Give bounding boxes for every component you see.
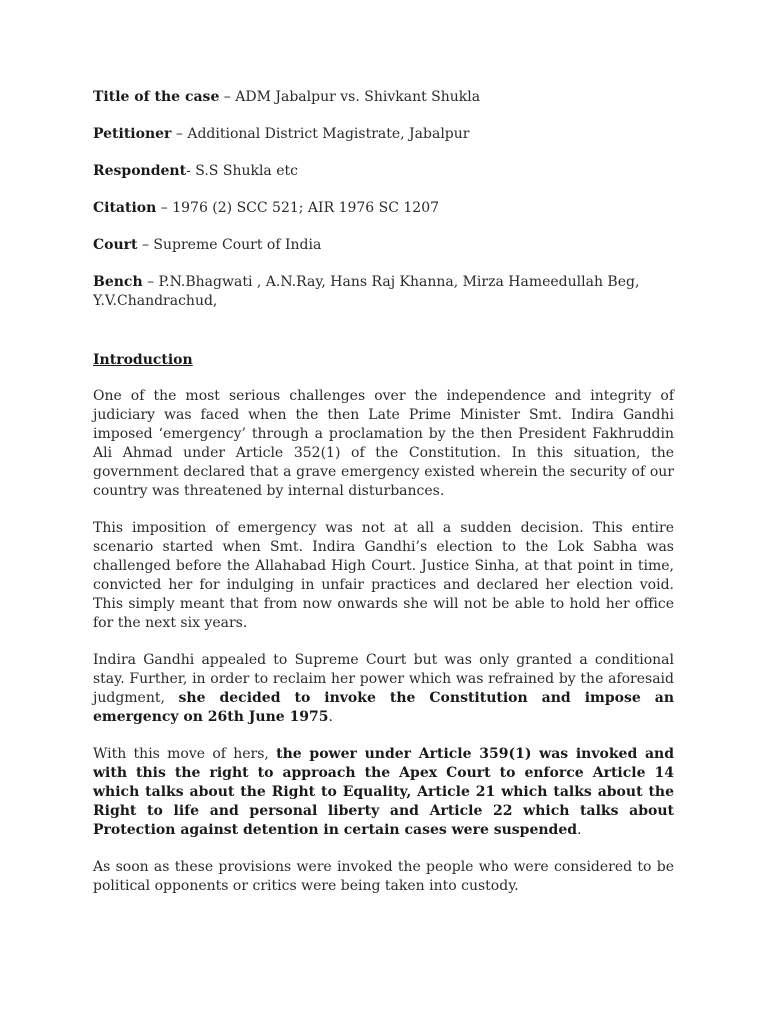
respondent-label: Respondent [93,163,187,179]
bench-label: Bench [93,274,143,290]
respondent-line [93,162,674,181]
citation-line [93,199,674,218]
case-title-label: Title of the case [93,89,220,105]
bench-value: P.N.Bhagwati , A.N.Ray, Hans Raj Khanna, Mirza Hameedullah Beg, Y.V.Chandrachud, [93,274,640,309]
petitioner-line [93,125,674,144]
court-label: Court [93,237,138,253]
case-title-line [93,88,674,107]
bench-line [93,273,674,311]
paragraph-3-text: Indira Gandhi appealed to Supreme Court but was only granted a conditional stay. Further, in order to reclaim her power which was refrained by the aforesaid judgment, [93,652,674,706]
case-title-value: ADM Jabalpur vs. Shivkant Shukla [235,89,481,105]
case-title-separator: – [219,89,236,105]
document-page [93,88,674,914]
respondent-separator: - [186,163,196,179]
paragraph-4-text: With this move of hers, [93,746,277,762]
court-separator: – [137,237,154,253]
paragraph-4-emphasis: the power under Article 359(1) was invoked and with this the right to approach the Apex Court to enforce Article 14 which talks about the Right to Equality, Article 21 which talks about the Right to life and personal liberty and Article 22 which talks about Protection against detention in certain cases were suspended [93,746,674,838]
paragraph-3-emphasis: she decided to invoke the Constitution and impose an emergency on 26th June 1975 [93,690,675,725]
introduction-paragraph-5: As soon as these provisions were invoked the people who were considered to be political opponents or critics were being taken into custody. [93,859,674,894]
citation-label: Citation [93,200,157,216]
introduction-paragraph-4 [93,745,674,840]
court-value: Supreme Court of India [153,237,322,253]
petitioner-label: Petitioner [93,126,172,142]
petitioner-separator: – [171,126,188,142]
introduction-paragraph-2: This imposition of emergency was not at all a sudden decision. This entire scenario started when Smt. Indira Gandhi’s election to the Lok Sabha was challenged before the Allahabad High Court. Justice Sinha, at that point in time, convicted her for indulging in unfair practices and declared her election void. This simply meant that from now onwards she will not be able to hold her office for the next six years. [93,520,674,631]
introduction-heading: Introduction [93,352,193,368]
petitioner-value: Additional District Magistrate, Jabalpur [187,126,470,142]
bench-separator: – [142,274,159,290]
introduction-paragraph-3 [93,651,674,727]
paragraph-4-end: . [577,822,582,838]
court-line [93,236,674,255]
citation-value: 1976 (2) SCC 521; AIR 1976 SC 1207 [172,200,440,216]
introduction-paragraph-1: One of the most serious challenges over the independence and integrity of judiciary was faced when the then Late Prime Minister Smt. Indira Gandhi imposed ‘emergency’ through a proclamation by the then President Fakhruddin Ali Ahmad under Article 352(1) of the Constitution. In this situation, the government declared that a grave emergency existed wherein the security of our country was threatened by internal disturbances. [93,388,674,499]
citation-separator: – [156,200,173,216]
paragraph-3-end: . [328,709,333,725]
respondent-value: S.S Shukla etc [195,163,298,179]
